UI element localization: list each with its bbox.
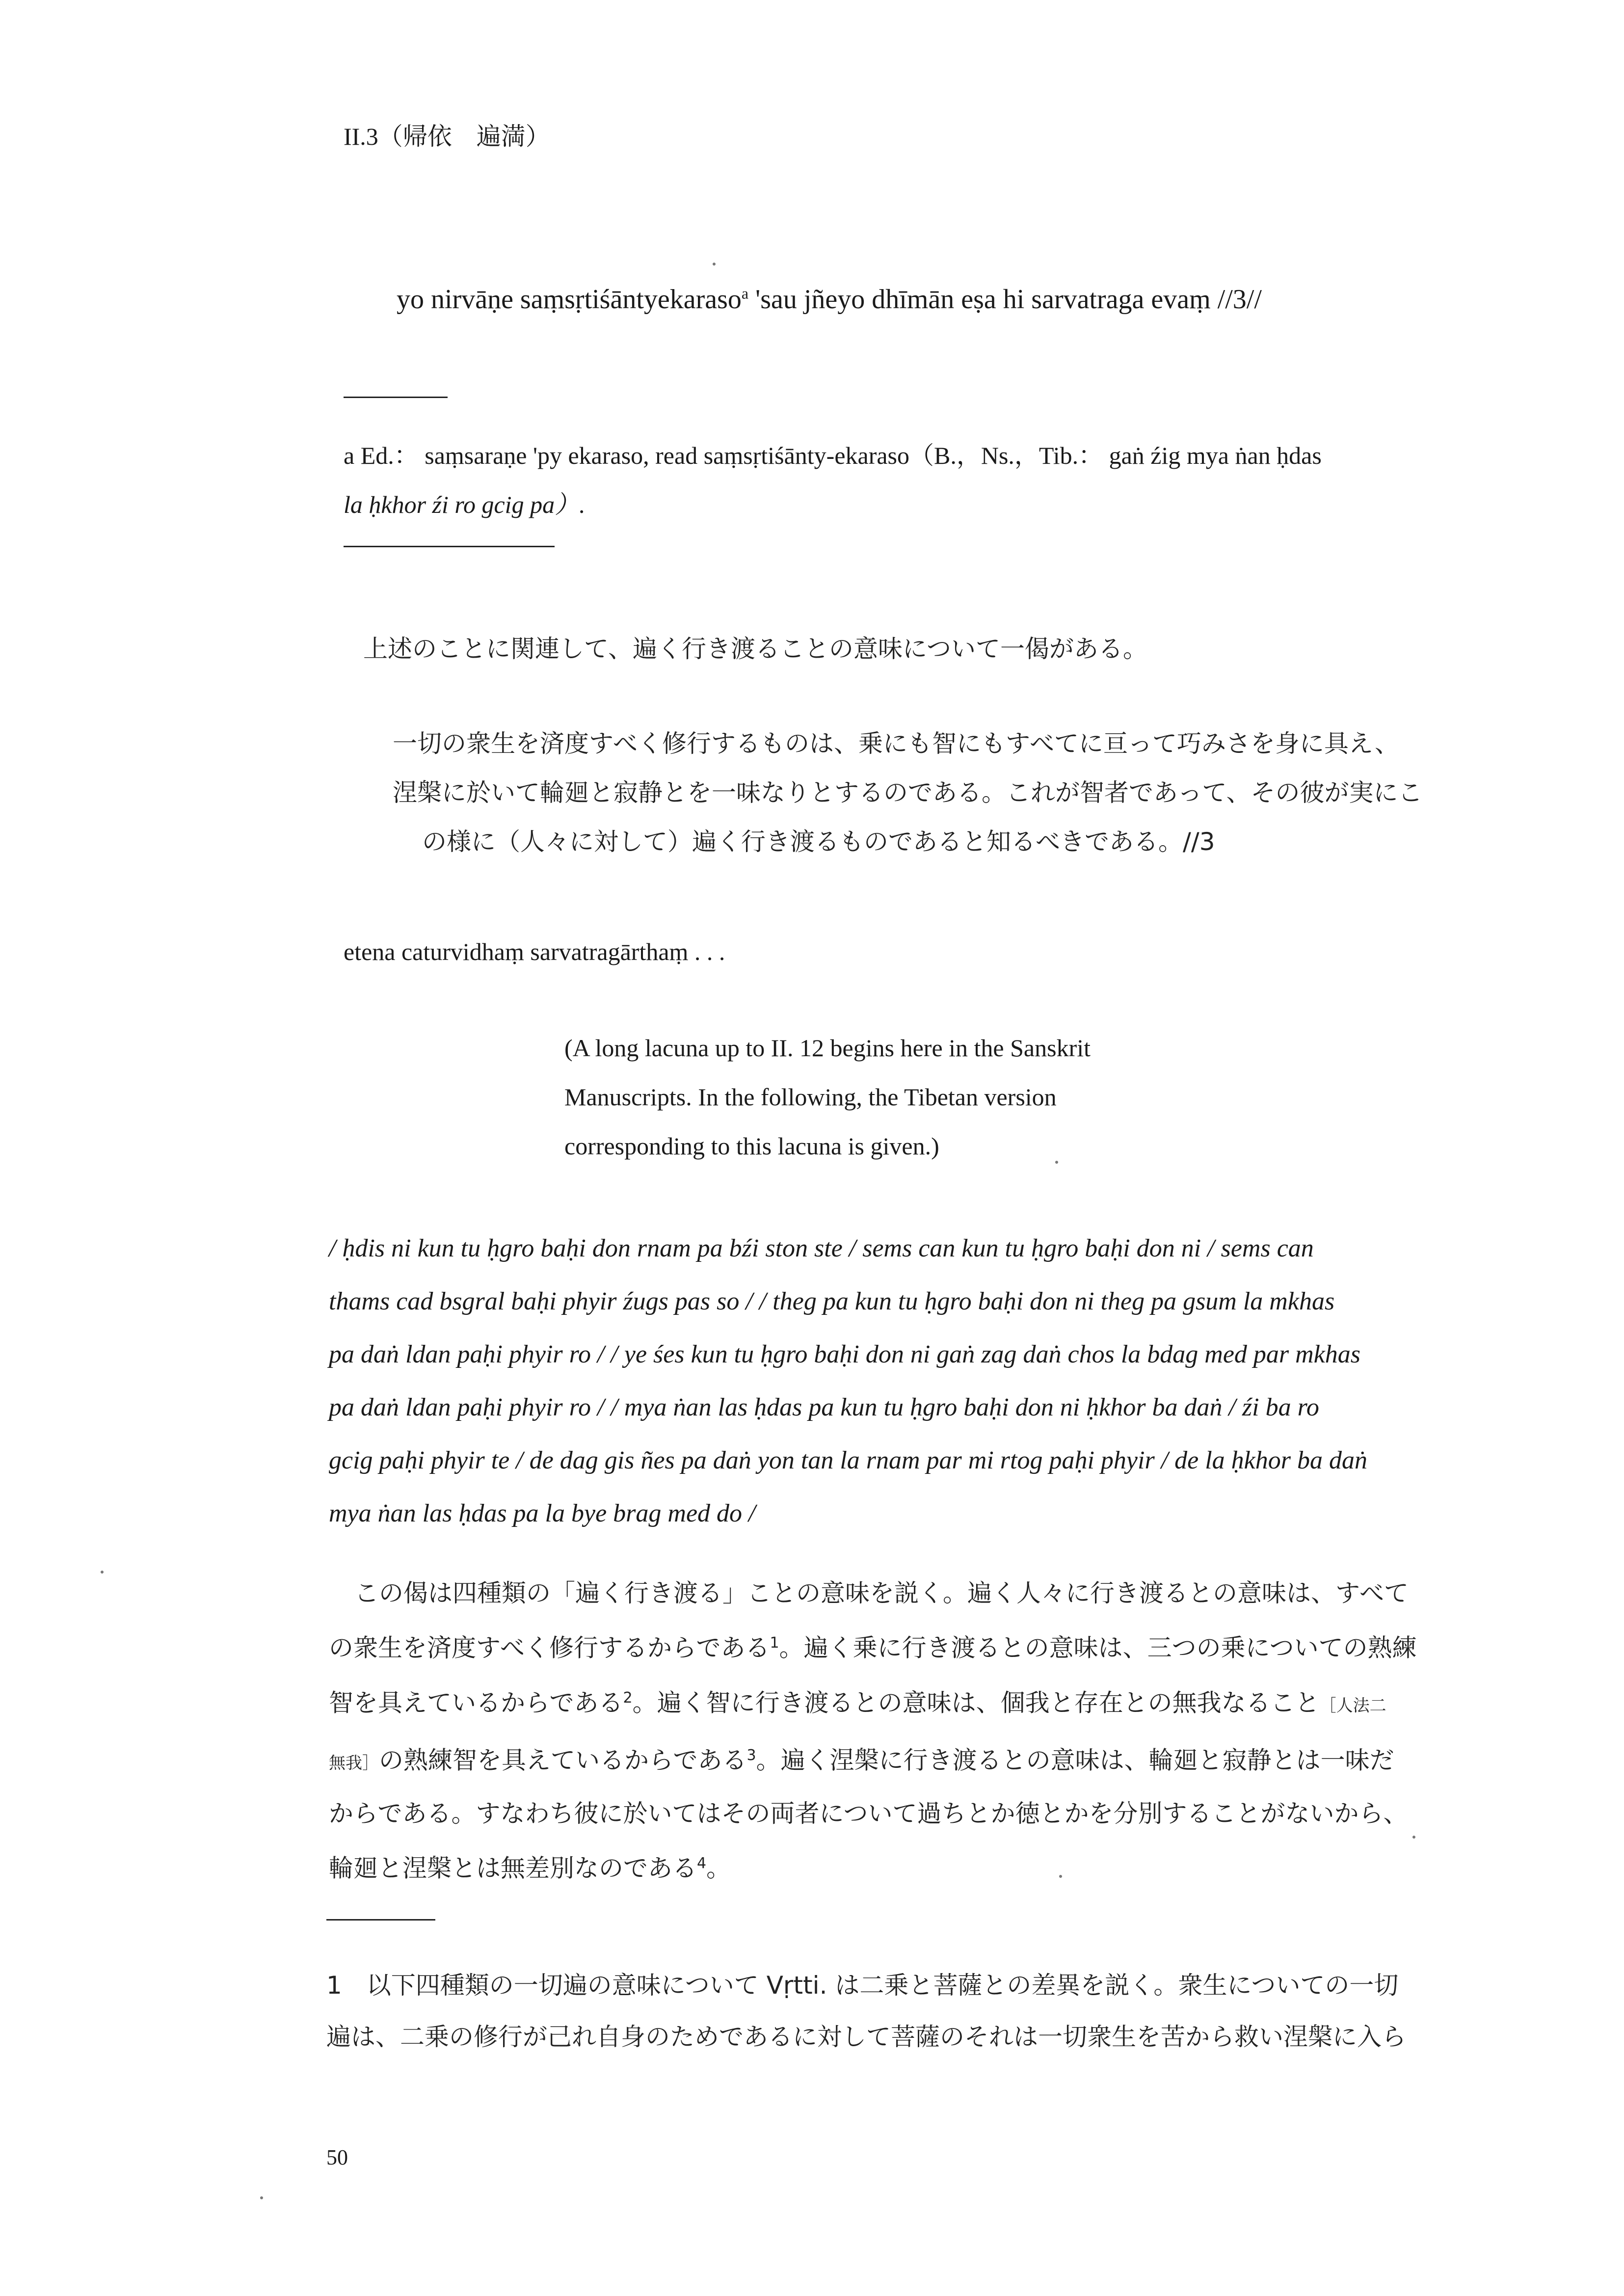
sanskrit-continuation: etena caturvidhaṃ sarvatragārthaṃ . . .: [344, 938, 725, 965]
commentary-line: 智を具えているからである$^2$。遍く智に行き渡るとの意味は、個我と存在との無我なること［人法二: [329, 1688, 1386, 1717]
lacuna-note: [564, 1023, 1227, 1171]
scan-speck: [260, 2196, 263, 2199]
footnote-marker: 1: [770, 1634, 779, 1652]
scan-speck: [1059, 1875, 1062, 1878]
scan-speck: [713, 263, 716, 266]
tibetan-line: / ḥdis ni kun tu ḥgro baḥi don rnam pa bźi ston ste / sems can kun tu ḥgro baḥi don ni / sems can: [329, 1234, 1314, 1262]
tibetan-line: thams cad bsgral baḥi phyir źugs pas so / / theg pa kun tu ḥgro baḥi don ni theg pa gsum la mkhas: [329, 1287, 1335, 1315]
translation-line: 涅槃に於いて輪廻と寂静とを一味なりとするのである。これが智者であって、その彼が実にこ: [393, 778, 1423, 807]
sanskrit-verse: yo nirvāṇe saṃsṛtiśāntyekaraso$^a$ 'sau jñeyo dhīmān eṣa hi sarvatraga evaṃ //3//: [397, 284, 1262, 315]
lacuna-line: Manuscripts. In the following, the Tibetan version: [564, 1083, 1057, 1111]
verse-translation: [393, 719, 1521, 866]
commentary-line: の衆生を済度すべく修行するからである$^1$。遍く乗に行き渡るとの意味は、三つの乗についての熟練: [329, 1633, 1417, 1662]
edition-note-line: a Ed.： saṃsaraṇe 'py ekaraso, read saṃsṛtiśānty-ekaraso（B.，Ns.，Tib.： gaṅ źig mya ṅan ḥdas: [344, 442, 1322, 469]
commentary-line: 輪廻と涅槃とは無差別なのである$^4$。: [329, 1854, 731, 1883]
tibetan-line: mya ṅan las ḥdas pa la bye brag med do /: [329, 1499, 756, 1527]
section-header: II.3（帰依 遍満）: [344, 123, 550, 150]
footnote-marker: 2: [623, 1689, 633, 1707]
footnote-line: 遍は、二乗の修行が己れ自身のためであるに対して菩薩のそれは一切衆生を苦から救い涅槃に入ら: [326, 2023, 1406, 2051]
commentary-line: この偈は四種類の「遍く行き渡る」ことの意味を説く。遍く人々に行き渡るとの意味は、すべて: [354, 1579, 1409, 1607]
footnote-marker: 3: [746, 1747, 756, 1764]
tibetan-line: pa daṅ ldan paḥi phyir ro / / ye śes kun tu ḥgro baḥi don ni gaṅ zag daṅ chos la bdag med par mkhas: [329, 1340, 1361, 1368]
lacuna-line: corresponding to this lacuna is given.): [564, 1132, 939, 1160]
commentary-line: 無我］の熟練智を具えているからである$^3$。遍く涅槃に行き渡るとの意味は、輪廻と寂静とは一味だ: [329, 1746, 1394, 1775]
intro-sentence: 上述のことに関連して、遍く行き渡ることの意味について一偈がある。: [363, 635, 1147, 663]
translation-line: 一切の衆生を済度すべく修行するものは、乗にも智にもすべてに亘って巧みさを身に具え、: [393, 729, 1399, 758]
lacuna-line: (A long lacuna up to II. 12 begins here in the Sanskrit: [564, 1034, 1091, 1062]
commentary: [329, 1568, 1507, 1894]
scan-speck: [1055, 1161, 1058, 1164]
edition-note-line: la ḥkhor źi ro gcig pa）.: [344, 491, 586, 518]
scan-speck: [1412, 1836, 1415, 1839]
tibetan-line: gcig paḥi phyir te / de dag gis ñes pa daṅ yon tan la rnam par mi rtog paḥi phyir / de la ḥkhor ba daṅ: [329, 1446, 1367, 1474]
verse-note-marker: a: [741, 284, 749, 302]
tibetan-line: pa daṅ ldan paḥi phyir ro / / mya ṅan las ḥdas pa kun tu ḥgro baḥi don ni ḥkhor ba daṅ / źi ba ro: [329, 1393, 1319, 1421]
divider-rule: [344, 397, 448, 398]
footnote-marker: 4: [697, 1854, 707, 1872]
commentary-line: からである。すなわち彼に於いてはその両者について過ちとか徳とかを分別することがないから、: [329, 1799, 1408, 1828]
edition-note: [344, 431, 1521, 529]
footnote-rule: [326, 1919, 435, 1921]
small-gloss: ［人法二: [1319, 1696, 1386, 1716]
page-number: 50: [326, 2145, 348, 2169]
scan-speck: [101, 1571, 104, 1574]
small-gloss: 無我］: [329, 1753, 379, 1773]
divider-rule: [344, 546, 555, 547]
tibetan-text: [329, 1222, 1507, 1540]
translation-line: の様に（人々に対して）遍く行き渡るものであると知るべきである。//3: [422, 828, 1215, 856]
footnote-line: 1 以下四種類の一切遍の意味について Vṛtti. は二乗と菩薩との差異を説く。衆生についての一切: [326, 1971, 1399, 2000]
footnote: [326, 1960, 1504, 2063]
